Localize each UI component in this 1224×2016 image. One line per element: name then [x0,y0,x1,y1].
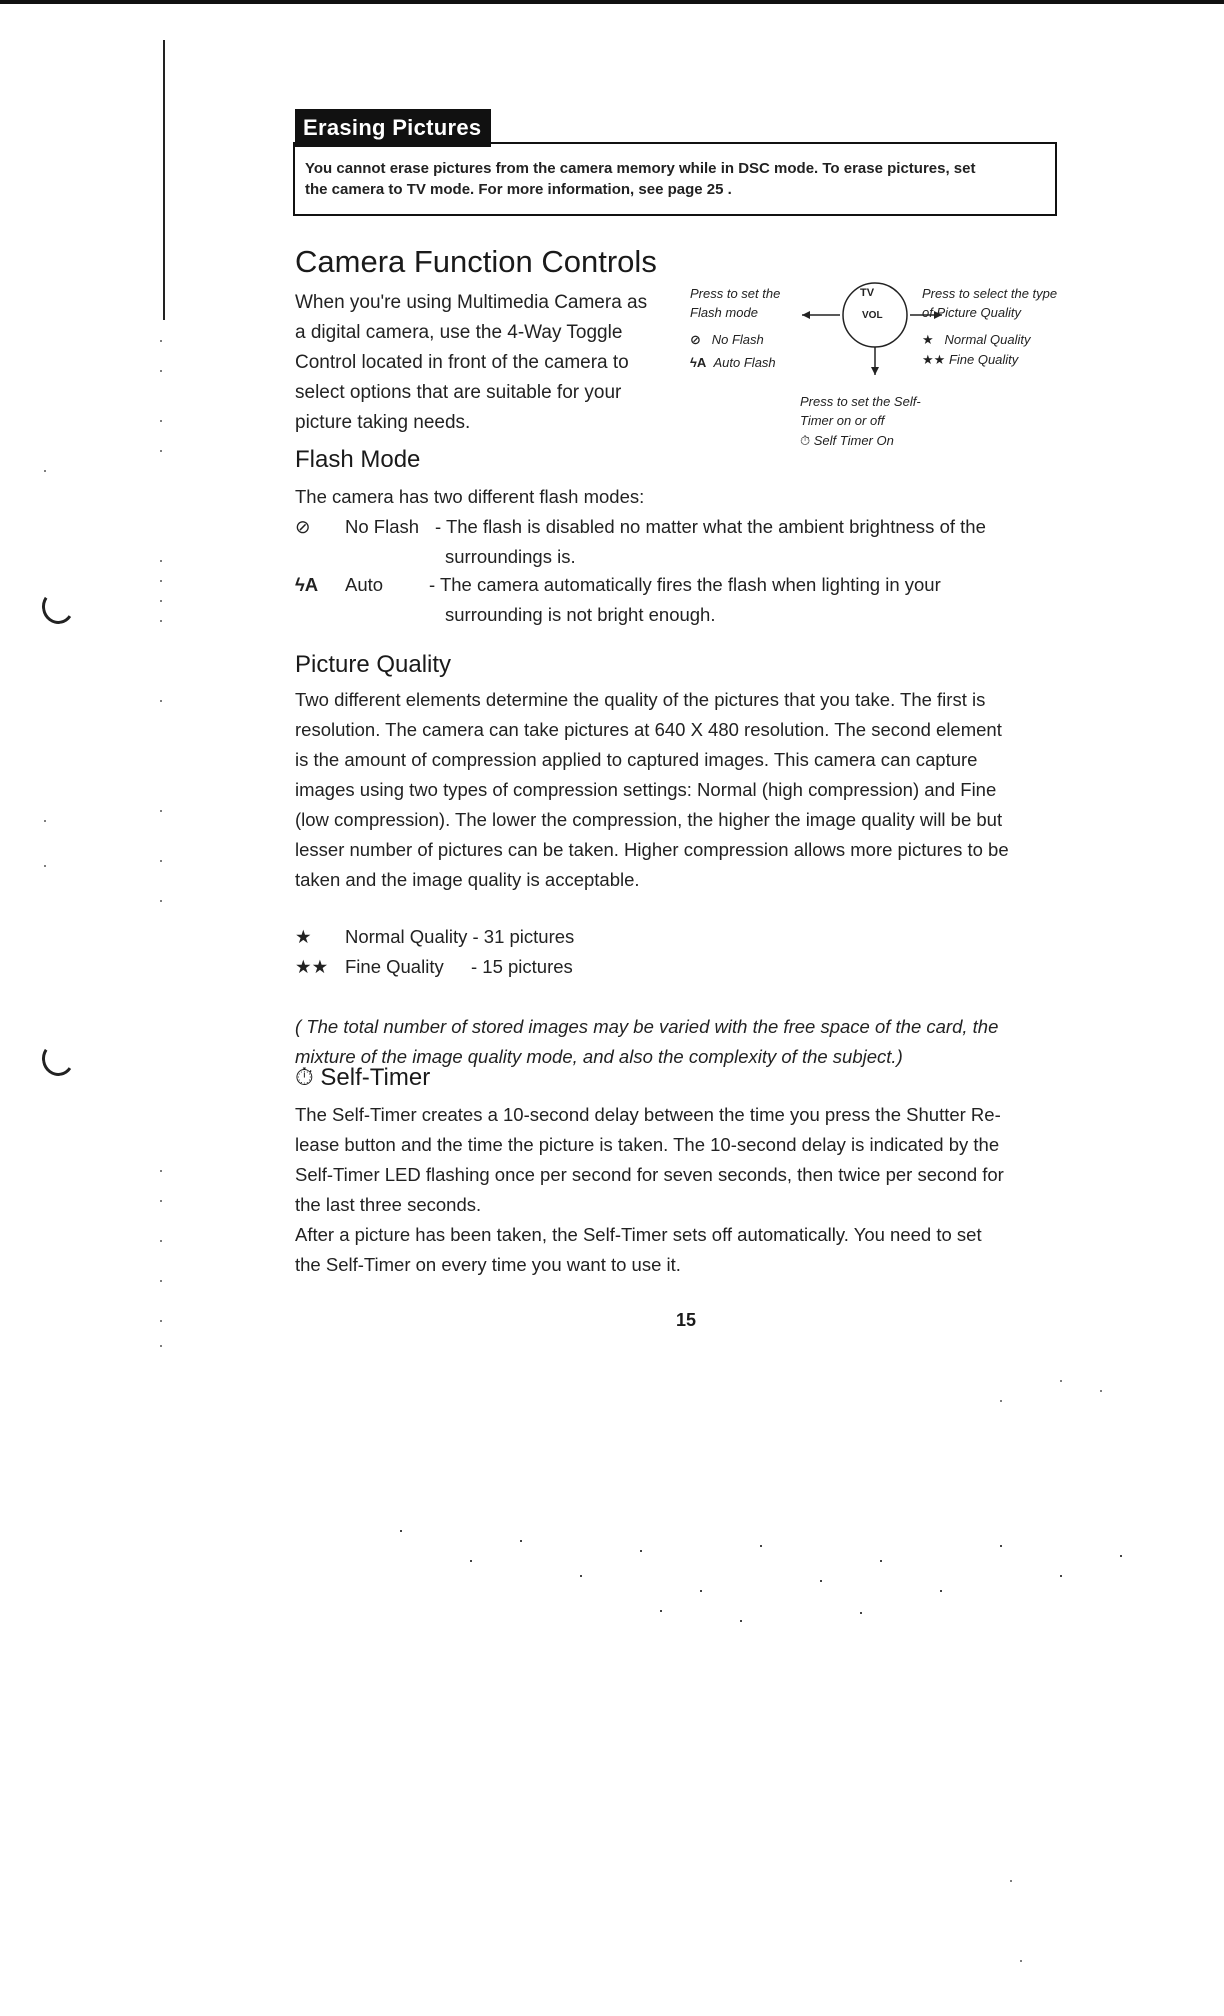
picture-quality-body [295,685,1075,895]
quality-hint-2: of Picture Quality [922,305,1021,320]
body-line: resolution. The camera can take pictures at 640 X 480 resolution. The second element [295,719,1002,740]
self-timer-legend [800,431,894,450]
auto-flash-icon: ϟA [295,574,319,595]
intro-line: picture taking needs. [295,412,471,433]
flash-mode-title: Flash Mode [295,446,421,473]
no-flash-legend [690,330,764,349]
flash-mode-intro: The camera has two different flash modes: [295,486,645,507]
flash-mode-hint-1: Press to set the [690,286,781,301]
normal-quality-row [295,922,574,952]
camera-function-controls-title: Camera Function Controls [295,244,657,279]
fine-quality-text: Fine Quality [345,956,444,977]
four-way-toggle-diagram [690,280,1110,470]
double-star-icon: ★★ [922,352,946,367]
body-line: lesser number of pictures can be taken. Higher compression allows more pictures to be [295,839,1009,860]
auto-flash-mode-label: Auto [345,574,384,595]
auto-flash-icon: ϟA [690,355,707,370]
star-icon: ★ [295,926,312,947]
no-flash-icon: ⊘ [295,516,311,537]
self-timer-body [295,1100,1075,1280]
no-flash-icon: ⊘ [690,332,701,347]
auto-flash-label: Auto Flash [713,355,776,370]
auto-flash-legend [690,353,776,372]
auto-flash-description: - The camera automatically fires the flash when lighting in your [429,574,941,595]
body-line: lease button and the time the picture is taken. The 10-second delay is indicated by the [295,1134,1000,1155]
normal-quality-label: Normal Quality [944,332,1031,347]
normal-quality-legend [922,330,1030,349]
no-flash-row [295,512,986,542]
no-flash-description: - The flash is disabled no matter what the ambient brightness of the [435,516,986,537]
intro-line: When you're using Multimedia Camera as [295,292,648,313]
top-rule [0,0,1224,4]
self-timer-hint-2: Timer on or off [800,413,885,428]
self-timer-icon: ⏱ [295,1064,314,1091]
dial-vol-label: VOL [862,310,883,321]
self-timer-on-label: Self Timer On [813,433,894,448]
no-flash-mode-label: No Flash [345,516,420,537]
fine-quality-row [295,952,573,982]
erasing-note-box [293,142,1057,216]
flash-mode-hint-2: Flash mode [690,305,758,320]
camera-controls-intro [295,288,675,438]
auto-flash-description-cont: surrounding is not bright enough. [445,604,716,625]
body-line: the Self-Timer on every time you want to use it. [295,1254,681,1275]
binder-ring-mark [39,587,76,626]
star-icon: ★ [922,332,934,347]
fine-quality-count: - 15 pictures [471,956,573,977]
body-line: images using two types of compression settings: Normal (high compression) and Fine [295,779,997,800]
intro-line: Control located in front of the camera to [295,352,629,373]
note-line: mixture of the image quality mode, and also the complexity of the subject.) [295,1046,903,1067]
body-line: (low compression). The lower the compression, the higher the image quality will be but [295,809,1003,830]
binding-margin-line [163,40,165,320]
self-timer-title: Self-Timer [320,1064,431,1091]
no-flash-description-cont: surroundings is. [445,546,576,567]
erasing-note-line: You cannot erase pictures from the camera memory while in DSC mode. To erase pictures, set [305,160,976,177]
intro-line: a digital camera, use the 4-Way Toggle [295,322,623,343]
erasing-note-line: the camera to TV mode. For more information, see page 25 . [305,181,732,198]
no-flash-label: No Flash [711,332,764,347]
page-number: 15 [676,1310,697,1330]
body-line: the last three seconds. [295,1194,482,1215]
body-line: The Self-Timer creates a 10-second delay between the time you press the Shutter Re- [295,1104,1001,1125]
self-timer-heading [295,1064,430,1092]
picture-quality-title: Picture Quality [295,651,452,678]
body-line: After a picture has been taken, the Self-Timer sets off automatically. You need to set [295,1224,982,1245]
double-star-icon: ★★ [295,956,329,977]
body-line: is the amount of compression applied to captured images. This camera can capture [295,749,978,770]
body-line: taken and the image quality is acceptable. [295,869,640,890]
dial-tv-label: TV [860,287,875,299]
normal-quality-text: Normal Quality - 31 pictures [345,926,575,947]
fine-quality-label: Fine Quality [948,352,1019,367]
storage-note [295,1012,1075,1072]
erasing-pictures-header: Erasing Pictures [295,109,491,147]
binder-ring-mark [39,1039,76,1078]
intro-line: select options that are suitable for your [295,382,622,403]
body-line: Self-Timer LED flashing once per second for seven seconds, then twice per second for [295,1164,1004,1185]
auto-flash-row [295,570,941,600]
self-timer-hint-1: Press to set the Self- [800,394,921,409]
quality-hint-1: Press to select the type [922,286,1058,301]
fine-quality-legend [922,350,1018,369]
body-line: Two different elements determine the quality of the pictures that you take. The first is [295,689,986,710]
self-timer-icon: ⏱ [800,433,811,448]
note-line: ( The total number of stored images may be varied with the free space of the card, the [295,1016,999,1037]
